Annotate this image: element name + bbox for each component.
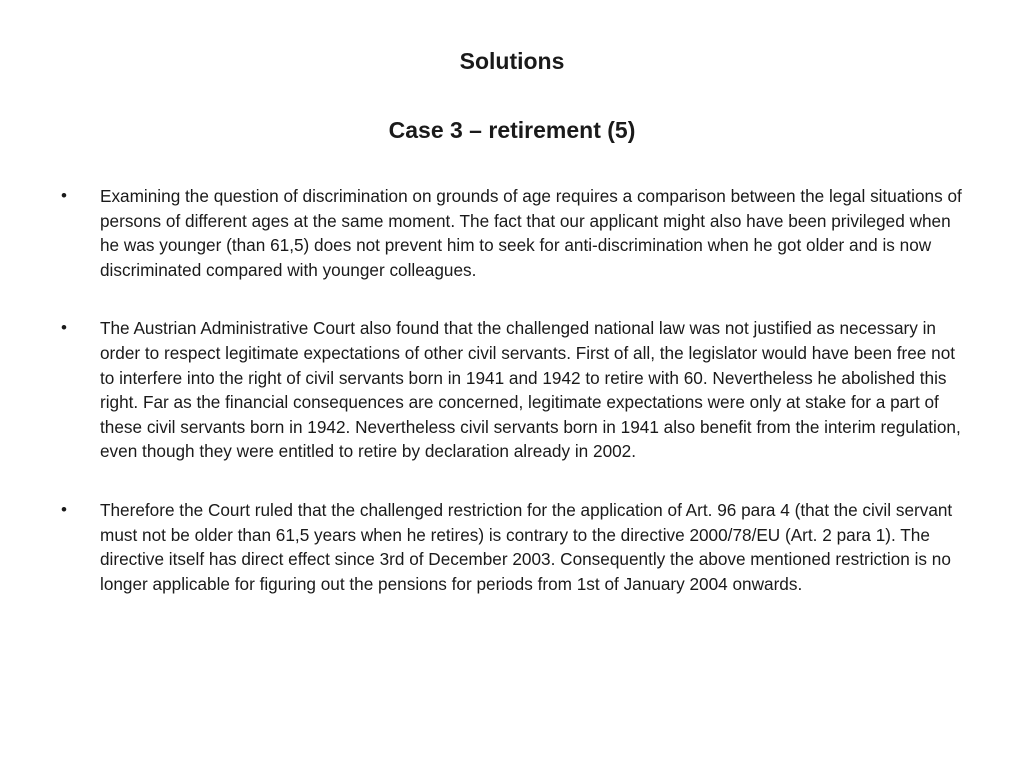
bullet-text: Examining the question of discrimination on grounds of age requires a comparison between the legal situations of persons of different ages at the same moment. The fact that our applicant might also have been privileged when he was younger (than 61,5) does not prevent him to seek for anti-discrimination when he got older and is now discriminated compared with younger colleagues. [100,186,962,280]
bullet-dot-icon: • [61,318,67,338]
bullet-dot-icon: • [61,499,67,519]
bullet-text: The Austrian Administrative Court also found that the challenged national law was not justified as necessary in order to respect legitimate expectations of other civil servants. First of all, the legislator would have been free not to interfere into the right of civil servants born in 1941 and 1942 to retire with 60. Nevertheless he abolished this right. Far as the financial consequences are concerned, legitimate expectations were only at stake for a part of these civil servants born in 1942. Nevertheless civil servants born in 1941 also benefit from the interim regulation, even though they were entitled to retire by declaration already in 2002. [100,318,961,462]
bullet-item [60,316,965,464]
slide-title: Solutions [459,48,565,74]
bullet-item [60,184,965,282]
bullet-text: Therefore the Court ruled that the challenged restriction for the application of Art. 96 para 4 (that the civil servant must not be older than 61,5 years when he retires) is contrary to the directive 2000/78/EU (Art. 2 para 1). The directive itself has direct effect since 3rd of December 2003. Consequently the above mentioned restriction is no longer applicable for figuring out the pensions for periods from 1st of January 2004 onwards. [100,499,953,594]
bullet-list [60,184,965,630]
bullet-item [60,498,965,596]
bullet-dot-icon: • [61,186,67,205]
slide-subtitle: Case 3 – retirement (5) [388,117,636,143]
